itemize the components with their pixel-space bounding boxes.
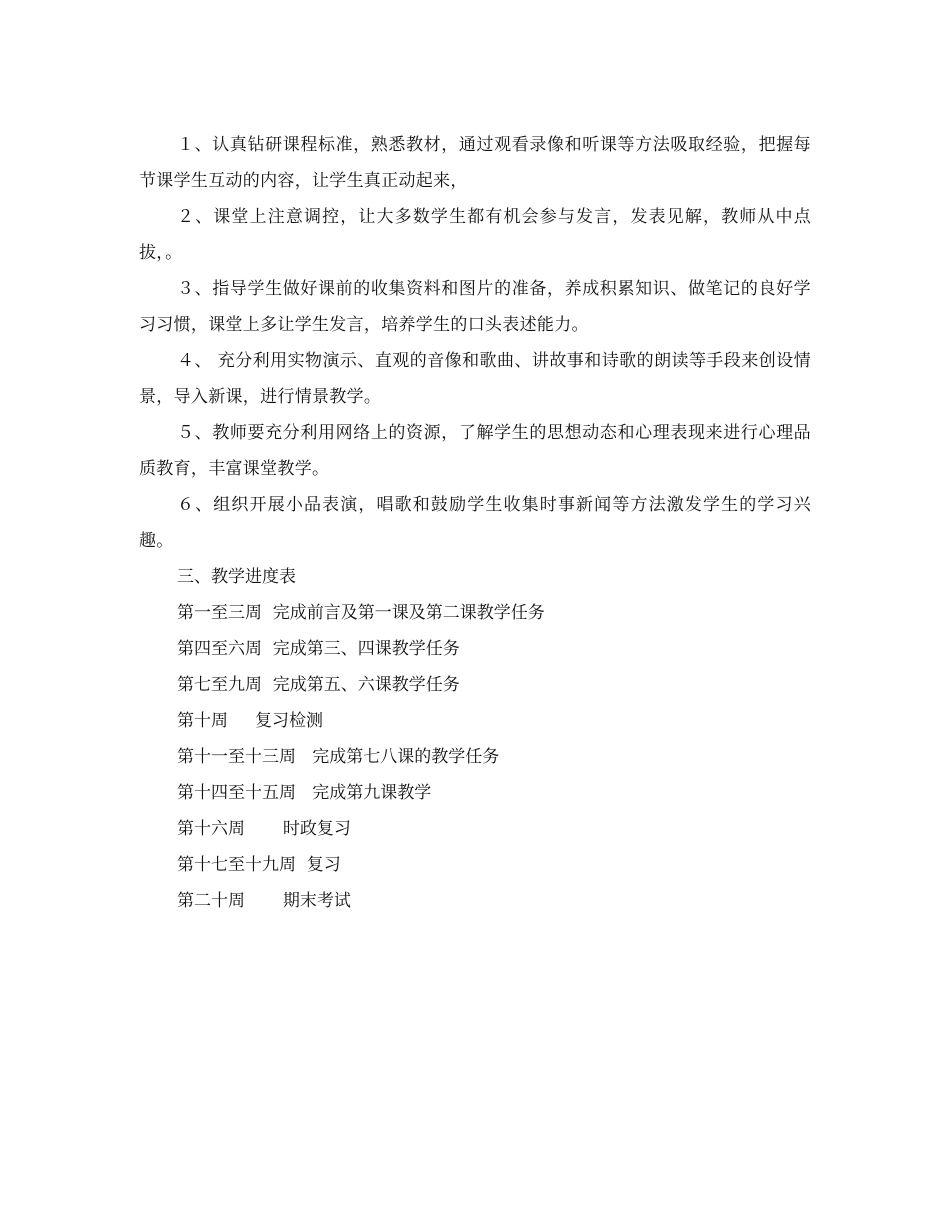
schedule-row-3: 第七至九周 完成第五、六课教学任务 [177, 675, 460, 695]
paragraph-2: ２、课堂上注意调控，让大多数学生都有机会参与发言，发表见解，教师从中点拔，。 [139, 207, 811, 263]
document-body [139, 127, 811, 919]
paragraph-1: １、认真钻研课程标准，熟悉教材，通过观看录像和听课等方法吸取经验，把握每节课学生互动的内容，让学生真正动起来， [139, 135, 811, 191]
schedule-row-2: 第四至六周 完成第三、四课教学任务 [177, 639, 460, 659]
schedule-row-1: 第一至三周 完成前言及第一课及第二课教学任务 [177, 603, 545, 623]
schedule-row-5: 第十一至十三周 完成第七八课的教学任务 [177, 747, 500, 767]
paragraph-5: ５、教师要充分利用网络上的资源，了解学生的思想动态和心理表现来进行心理品质教育，丰富课堂教学。 [139, 423, 811, 479]
schedule-row-9: 第二十周 期末考试 [177, 891, 351, 911]
schedule-row-8: 第十七至十九周 复习 [177, 855, 341, 875]
paragraph-4: ４、 充分利用实物演示、直观的音像和歌曲、讲故事和诗歌的朗读等手段来创设情景，导入新课，进行情景教学。 [139, 351, 811, 407]
paragraph-3: ３、指导学生做好课前的收集资料和图片的准备，养成积累知识、做笔记的良好学习习惯，课堂上多让学生发言，培养学生的口头表述能力。 [139, 279, 811, 335]
schedule-row-7: 第十六周 时政复习 [177, 819, 351, 839]
schedule-row-4: 第十周 复习检测 [177, 711, 324, 731]
section-heading: 三、教学进度表 [177, 567, 296, 587]
schedule-row-6: 第十四至十五周 完成第九课教学 [177, 783, 432, 803]
paragraph-6: ６、组织开展小品表演，唱歌和鼓励学生收集时事新闻等方法激发学生的学习兴趣。 [139, 495, 811, 551]
